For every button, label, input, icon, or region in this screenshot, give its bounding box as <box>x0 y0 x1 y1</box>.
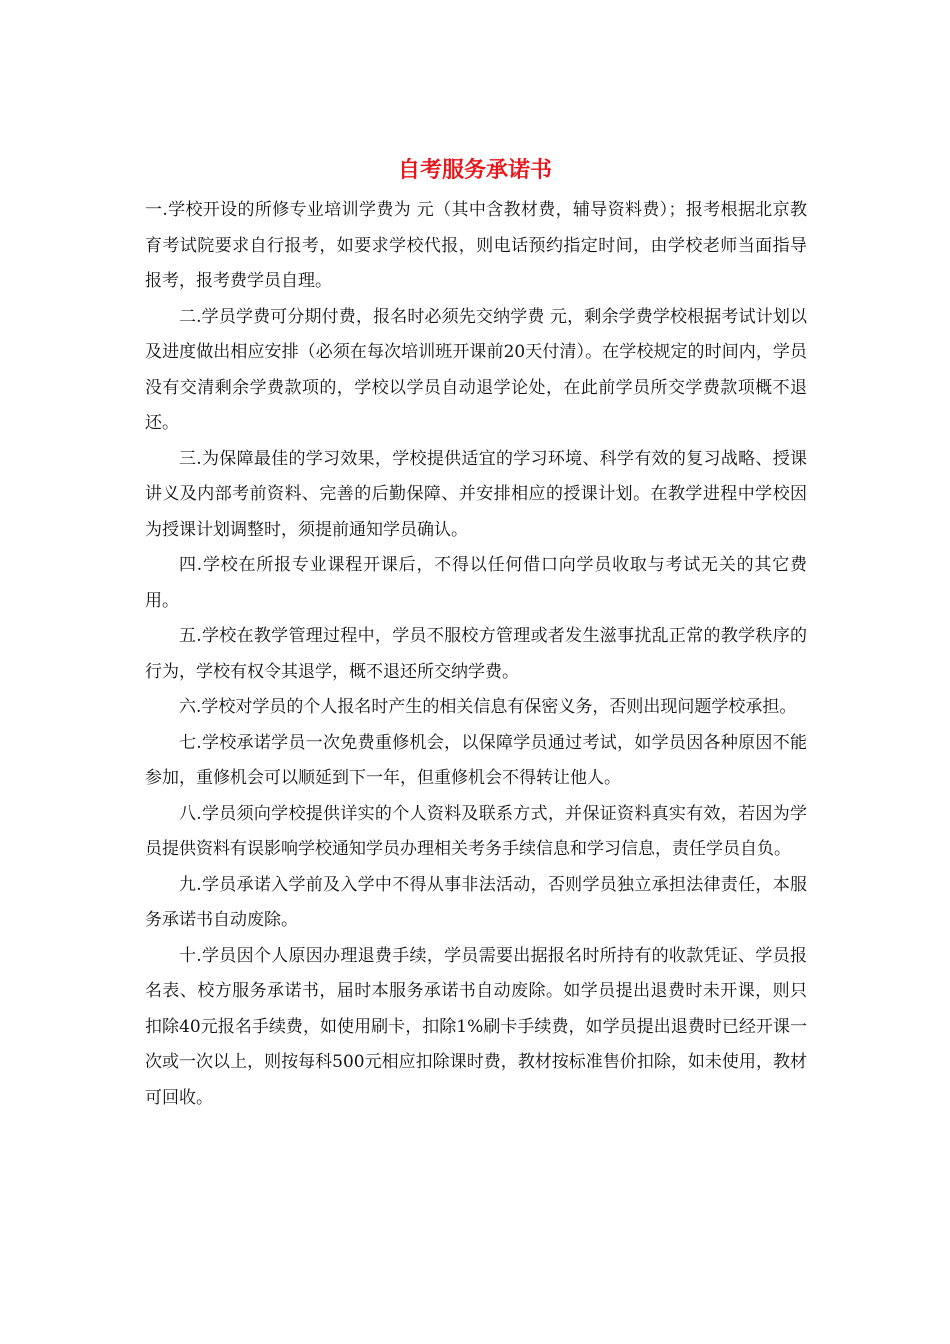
clause-3: 三.为保障最佳的学习效果，学校提供适宜的学习环境、科学有效的复习战略、授课讲义及内部考前资料、完善的后勤保障、并安排相应的授课计划。在教学进程中学校因为授课计划调整时，须提前通知学员确认。 <box>145 448 807 540</box>
clause-10: 十.学员因个人原因办理退费手续，学员需要出据报名时所持有的收款凭证、学员报名表、校方服务承诺书，届时本服务承诺书自动废除。如学员提出退费时未开课，则只扣除40元报名手续费，如使用刷卡，扣除1%刷卡手续费，如学员提出退费时已经开课一次或一次以上，则按每科500元相应扣除课时费，教材按标准售价扣除，如未使用，教材可回收。 <box>145 945 807 1108</box>
clause-5: 五.学校在教学管理过程中，学员不服校方管理或者发生滋事扰乱正常的教学秩序的行为，学校有权令其退学，概不退还所交纳学费。 <box>145 626 807 682</box>
clause-9: 九.学员承诺入学前及入学中不得从事非法活动，否则学员独立承担法律责任，本服务承诺书自动废除。 <box>145 874 807 930</box>
clause-8: 八.学员须向学校提供详实的个人资料及联系方式，并保证资料真实有效，若因为学员提供资料有误影响学校通知学员办理相关考务手续信息和学习信息，责任学员自负。 <box>145 803 807 859</box>
clause-2: 二.学员学费可分期付费，报名时必须先交纳学费 元，剩余学费学校根据考试计划以及进度做出相应安排（必须在每次培训班开课前20天付清）。在学校规定的时间内，学员没有交清剩余学费款项的，学校以学员自动退学论处，在此前学员所交学费款项概不退还。 <box>145 306 807 433</box>
document-title: 自考服务承诺书 <box>397 157 552 183</box>
clause-7: 七.学校承诺学员一次免费重修机会，以保障学员通过考试，如学员因各种原因不能参加，重修机会可以顺延到下一年，但重修机会不得转让他人。 <box>145 732 807 788</box>
clause-6: 六.学校对学员的个人报名时产生的相关信息有保密义务，否则出现问题学校承担。 <box>179 697 797 717</box>
clause-1: 一.学校开设的所修专业培训学费为 元（其中含教材费，辅导资料费）；报考根据北京教育考试院要求自行报考，如要求学校代报，则电话预约指定时间，由学校老师当面指导报考，报考费学员自理。 <box>145 200 807 291</box>
document-body <box>145 193 807 1116</box>
clause-4: 四.学校在所报专业课程开课后，不得以任何借口向学员收取与考试无关的其它费用。 <box>145 555 807 611</box>
